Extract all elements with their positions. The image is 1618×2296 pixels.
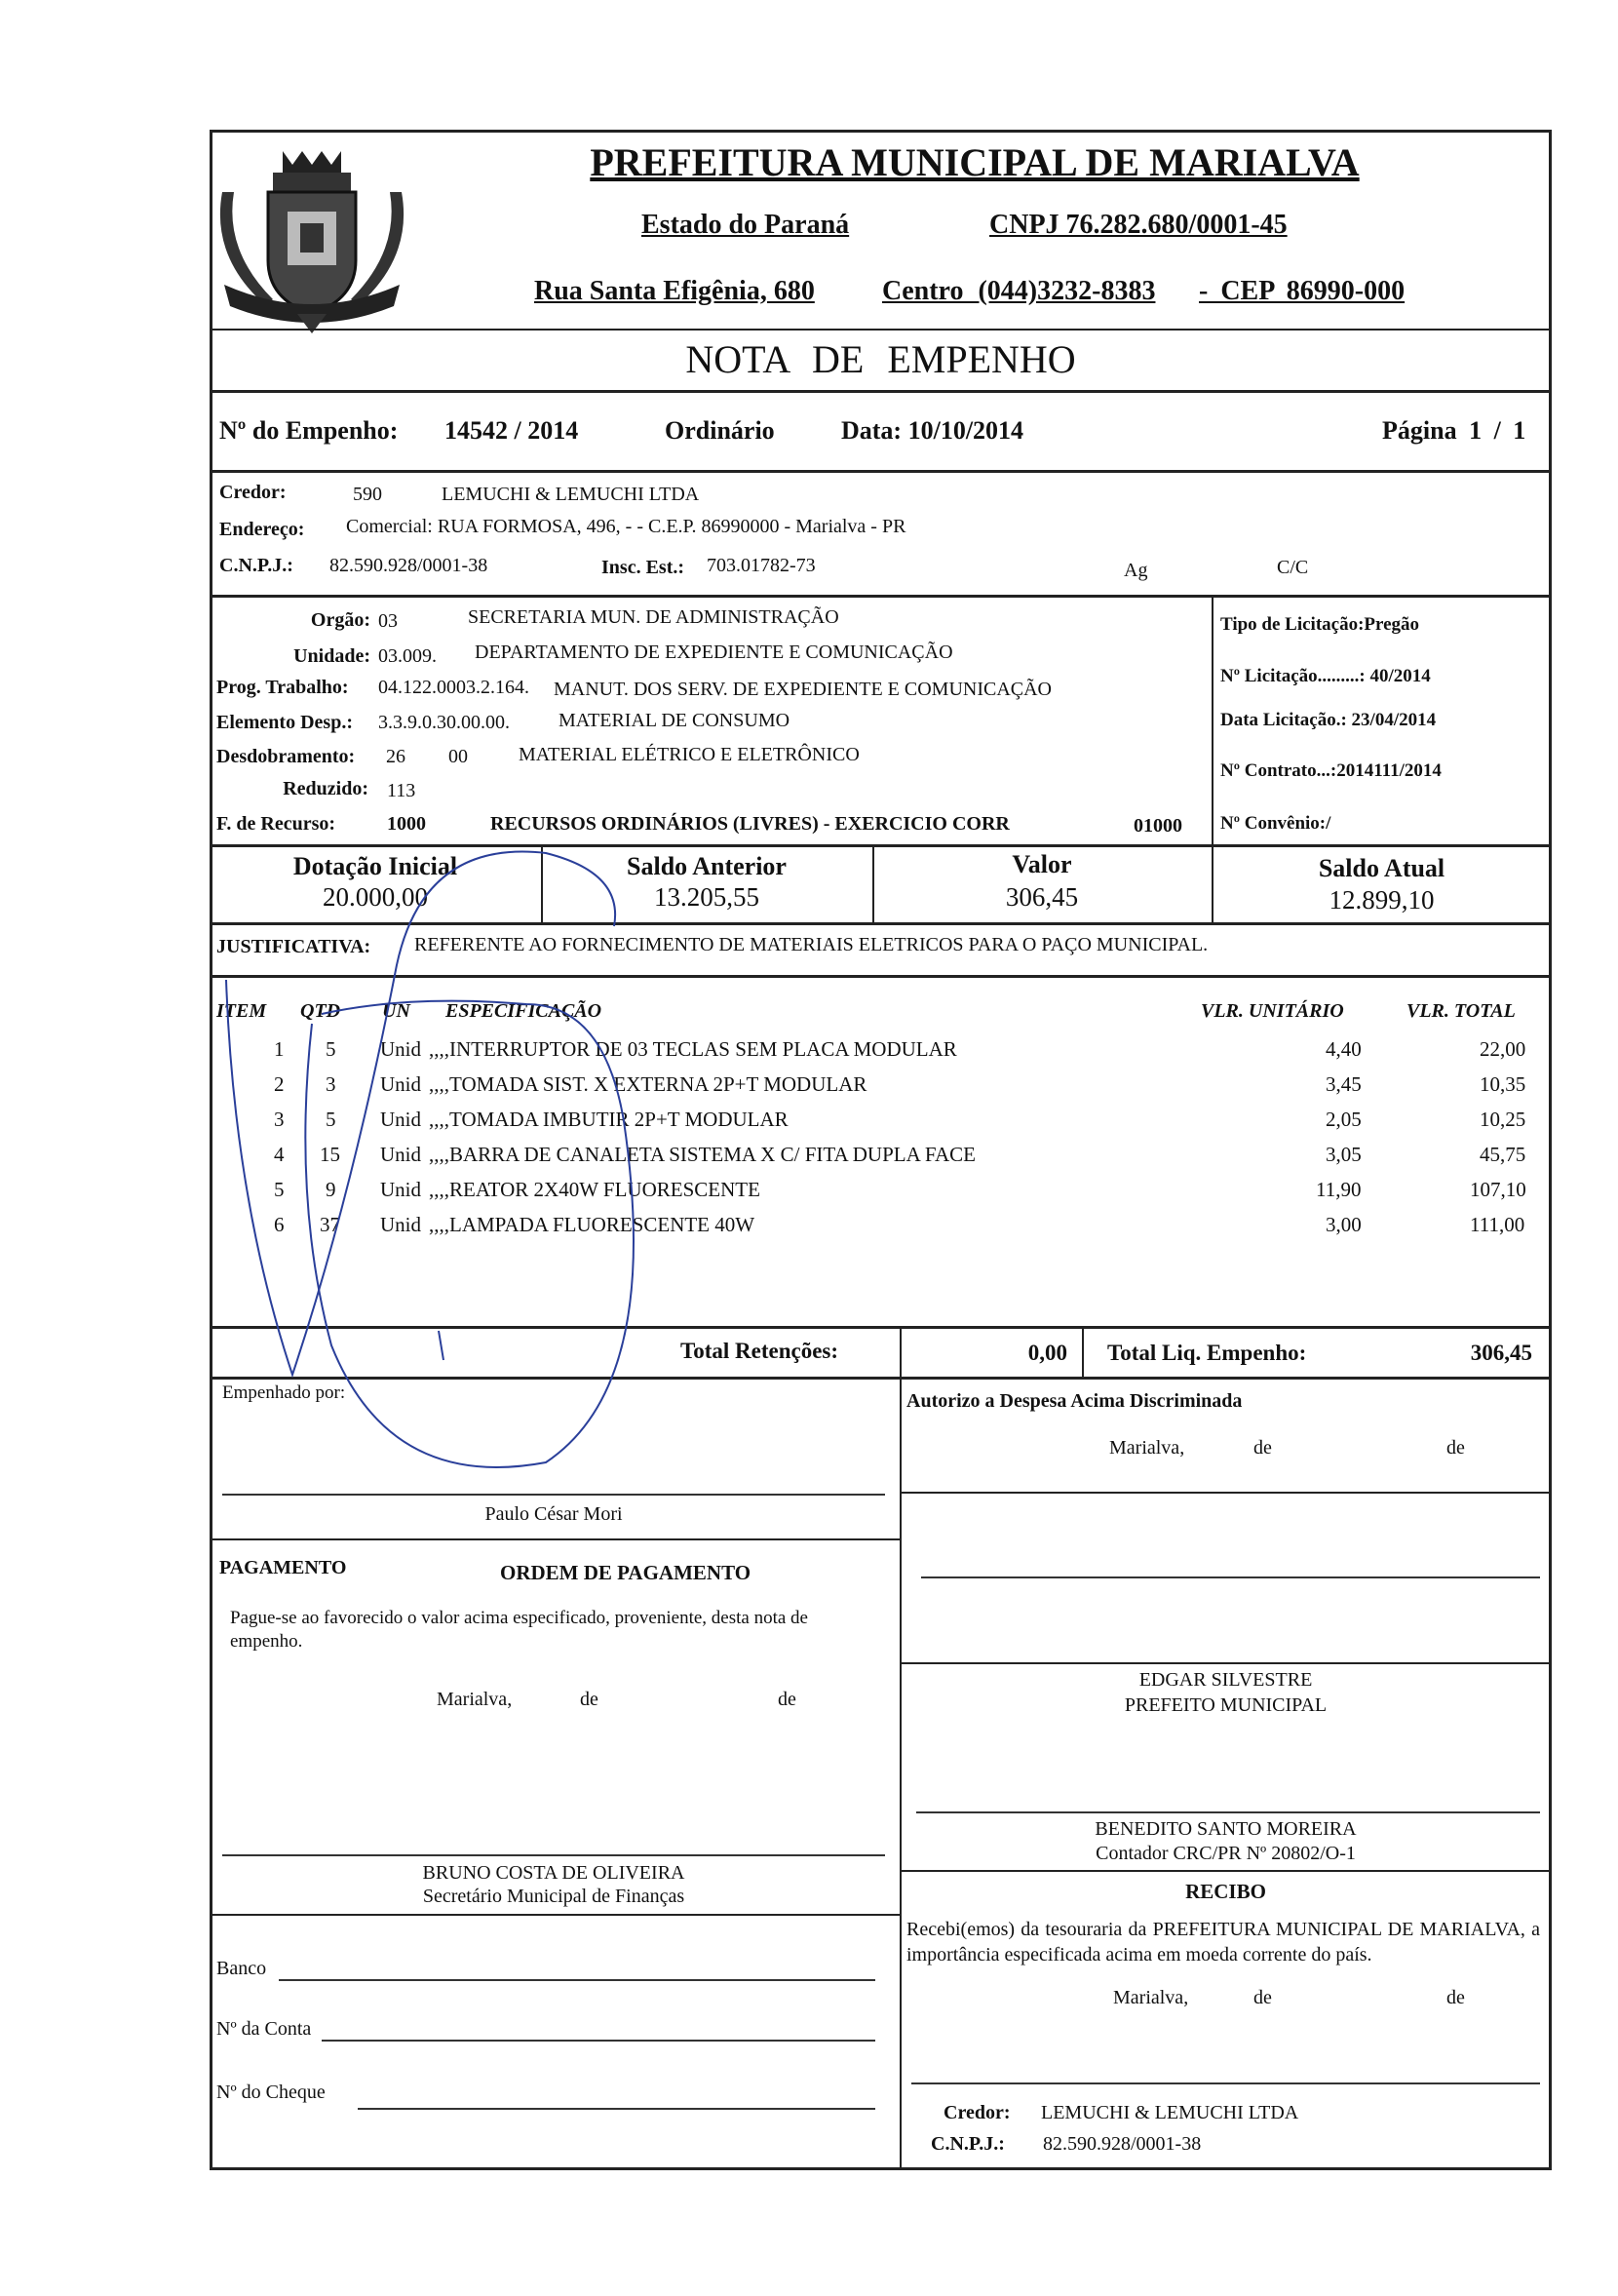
recibo-text: Recebi(emos) da tesouraria da PREFEITURA MUNICIPAL DE MARIALVA, a importância especificada acima em moeda corrente do país.: [906, 1919, 1540, 1965]
item-unit-price: 4,40: [1326, 1037, 1362, 1061]
licitacao-numero: Nº Licitação.........: 40/2014: [1220, 666, 1431, 686]
item-spec: ,,,,INTERRUPTOR DE 03 TECLAS SEM PLACA MODULAR: [429, 1037, 957, 1061]
licitacao-data: Data Licitação.: 23/04/2014: [1220, 710, 1437, 730]
banco-label: Banco: [216, 1958, 267, 1979]
empenhado-label: Empenhado por:: [222, 1382, 346, 1403]
total-liquido-value: 306,45: [1470, 1341, 1532, 1365]
pague-se-text: Pague-se ao favorecido o valor acima especificado, proveniente, desta nota de empenho.: [230, 1608, 808, 1652]
saldo-anterior-value: 13.205,55: [654, 882, 759, 912]
orgao-name: SECRETARIA MUN. DE ADMINISTRAÇÃO: [468, 606, 839, 628]
address-label: Endereço:: [219, 519, 305, 540]
secretario-title: Secretário Municipal de Finanças: [422, 1886, 685, 1907]
credor-name: LEMUCHI & LEMUCHI LTDA: [442, 484, 700, 505]
item-total: 111,00: [1470, 1213, 1525, 1236]
total-retencoes-value: 0,00: [1027, 1341, 1067, 1365]
prefeito-name: EDGAR SILVESTRE: [1138, 1669, 1313, 1691]
header-district-phone: Centro (044)3232-8383: [882, 276, 1156, 306]
total-retencoes-label: Total Retenções:: [680, 1339, 839, 1363]
valor-value: 306,45: [1005, 882, 1079, 912]
col-vlr-unitario: VLR. UNITÁRIO: [1201, 1000, 1344, 1022]
empenho-label: Nº do Empenho:: [219, 416, 399, 445]
item-un: Unid: [380, 1037, 421, 1061]
prog-name: MANUT. DOS SERV. DE EXPEDIENTE E COMUNICAÇÃO: [554, 679, 1052, 700]
item-total: 22,00: [1480, 1037, 1526, 1061]
item-total: 10,35: [1480, 1072, 1526, 1096]
item-total: 10,25: [1480, 1108, 1526, 1131]
empenhado-name: Paulo César Mori: [484, 1503, 623, 1525]
elemento-code: 3.3.9.0.30.00.00.: [378, 712, 510, 733]
fonte-name: RECURSOS ORDINÁRIOS (LIVRES) - EXERCICIO CORR: [490, 813, 1010, 835]
justificativa-label: JUSTIFICATIVA:: [216, 936, 371, 957]
licitacao-contrato: Nº Contrato...:2014111/2014: [1220, 760, 1442, 781]
item-unit-price: 3,00: [1326, 1213, 1362, 1236]
desdobramento-name: MATERIAL ELÉTRICO E ELETRÔNICO: [519, 744, 860, 765]
header-cep: - CEP 86990-000: [1199, 276, 1406, 306]
orgao-label: Orgão:: [310, 609, 370, 631]
recibo-place: Marialva,: [1113, 1987, 1189, 2008]
item-number: 6: [274, 1213, 285, 1236]
pagamento-de-2: de: [778, 1689, 796, 1710]
autorizo-place: Marialva,: [1109, 1437, 1185, 1459]
recibo-credor-name: LEMUCHI & LEMUCHI LTDA: [1041, 2102, 1299, 2123]
header-title: PREFEITURA MUNICIPAL DE MARIALVA: [590, 140, 1360, 184]
unidade-label: Unidade:: [293, 645, 370, 667]
item-spec: ,,,,REATOR 2X40W FLUORESCENTE: [429, 1178, 760, 1201]
elemento-label: Elemento Desp.:: [216, 712, 353, 733]
item-un: Unid: [380, 1213, 421, 1236]
col-qtd: QTD: [300, 1000, 341, 1022]
credor-code: 590: [353, 484, 382, 505]
recibo-de-2: de: [1446, 1987, 1465, 2008]
pagamento-label: PAGAMENTO: [219, 1557, 347, 1578]
item-number: 4: [274, 1143, 285, 1166]
reduzido-code: 113: [387, 780, 416, 801]
item-unit-price: 11,90: [1316, 1178, 1362, 1201]
item-unit-price: 2,05: [1326, 1108, 1362, 1131]
dotacao-value: 20.000,00: [323, 882, 428, 912]
col-vlr-total: VLR. TOTAL: [1406, 1000, 1516, 1022]
licitacao-tipo: Tipo de Licitação:Pregão: [1220, 614, 1420, 635]
credor-address: Comercial: RUA FORMOSA, 496, - - C.E.P. 86990000 - Marialva - PR: [346, 516, 906, 537]
item-unit-price: 3,05: [1326, 1143, 1362, 1166]
item-spec: ,,,,LAMPADA FLUORESCENTE 40W: [429, 1213, 755, 1236]
fonte-code: 1000: [387, 813, 426, 835]
header-cnpj: CNPJ 76.282.680/0001-45: [989, 210, 1288, 240]
orgao-code: 03: [378, 610, 398, 632]
dotacao-label: Dotação Inicial: [292, 852, 458, 880]
secretario-name: BRUNO COSTA DE OLIVEIRA: [422, 1862, 685, 1884]
recibo-label: RECIBO: [1185, 1880, 1266, 1903]
ag-label: Ag: [1124, 560, 1148, 581]
item-un: Unid: [380, 1178, 421, 1201]
prog-code: 04.122.0003.2.164.: [378, 677, 529, 698]
col-especificacao: ESPECIFICAÇÃO: [445, 1000, 602, 1022]
item-qtd: 37: [320, 1213, 340, 1236]
item-number: 5: [274, 1178, 285, 1201]
item-qtd: 3: [326, 1072, 336, 1096]
credor-cnpj: 82.590.928/0001-38: [329, 555, 488, 576]
cheque-label: Nº do Cheque: [216, 2082, 326, 2103]
reduzido-label: Reduzido:: [283, 778, 368, 799]
item-qtd: 5: [326, 1037, 336, 1061]
col-item: ITEM: [216, 1000, 267, 1022]
credor-insc: 703.01782-73: [707, 555, 816, 576]
recibo-cnpj-label: C.N.P.J.:: [931, 2133, 1005, 2155]
contador-title: Contador CRC/PR Nº 20802/O-1: [1096, 1843, 1356, 1864]
col-un: UN: [382, 1000, 410, 1022]
desdobramento-code1: 26: [386, 746, 405, 767]
item-spec: ,,,,TOMADA IMBUTIR 2P+T MODULAR: [429, 1108, 789, 1131]
total-liquido-label: Total Liq. Empenho:: [1107, 1341, 1307, 1365]
contador-name: BENEDITO SANTO MOREIRA: [1095, 1818, 1357, 1840]
unidade-code: 03.009.: [378, 645, 437, 667]
cnpj-label: C.N.P.J.:: [219, 555, 293, 576]
item-number: 2: [274, 1072, 285, 1096]
recibo-credor-label: Credor:: [944, 2102, 1011, 2123]
autorizo-de-1: de: [1253, 1437, 1272, 1459]
item-number: 3: [274, 1108, 285, 1131]
empenho-date: Data: 10/10/2014: [841, 416, 1024, 445]
saldo-anterior-label: Saldo Anterior: [627, 852, 787, 880]
insc-label: Insc. Est.:: [601, 557, 685, 578]
valor-label: Valor: [1012, 850, 1072, 878]
item-total: 45,75: [1480, 1143, 1526, 1166]
pagamento-place: Marialva,: [437, 1689, 513, 1710]
pagamento-de-1: de: [580, 1689, 598, 1710]
justificativa-text: REFERENTE AO FORNECIMENTO DE MATERIAIS ELETRICOS PARA O PAÇO MUNICIPAL.: [414, 934, 1209, 955]
item-un: Unid: [380, 1143, 421, 1166]
conta-label: Nº da Conta: [216, 2018, 312, 2040]
recibo-cnpj: 82.590.928/0001-38: [1043, 2133, 1202, 2155]
autorizo-text: Autorizo a Despesa Acima Discriminada: [906, 1390, 1243, 1412]
ordem-pagamento-label: ORDEM DE PAGAMENTO: [500, 1561, 751, 1584]
saldo-atual-label: Saldo Atual: [1318, 854, 1445, 882]
elemento-name: MATERIAL DE CONSUMO: [559, 710, 790, 731]
item-unit-price: 3,45: [1326, 1072, 1362, 1096]
fonte-label: F. de Recurso:: [216, 813, 336, 835]
licitacao-convenio: Nº Convênio:/: [1220, 813, 1331, 834]
item-spec: ,,,,BARRA DE CANALETA SISTEMA X C/ FITA DUPLA FACE: [429, 1143, 976, 1166]
item-un: Unid: [380, 1108, 421, 1131]
empenho-number: 14542 / 2014: [444, 416, 579, 445]
item-spec: ,,,,TOMADA SIST. X EXTERNA 2P+T MODULAR: [429, 1072, 867, 1096]
item-number: 1: [274, 1037, 285, 1061]
empenho-kind: Ordinário: [665, 416, 775, 445]
item-qtd: 15: [320, 1143, 340, 1166]
header-address: Rua Santa Efigênia, 680: [534, 276, 815, 306]
desdobramento-label: Desdobramento:: [216, 746, 356, 767]
recibo-de-1: de: [1253, 1987, 1272, 2008]
desdobramento-code2: 00: [448, 746, 468, 767]
unidade-name: DEPARTAMENTO DE EXPEDIENTE E COMUNICAÇÃO: [475, 642, 953, 663]
item-un: Unid: [380, 1072, 421, 1096]
fonte-number: 01000: [1134, 815, 1182, 837]
saldo-atual-value: 12.899,10: [1329, 885, 1435, 915]
doc-title: NOTA DE EMPENHO: [685, 337, 1076, 381]
item-qtd: 5: [326, 1108, 336, 1131]
header-state: Estado do Paraná: [641, 210, 850, 240]
prog-label: Prog. Trabalho:: [216, 677, 349, 698]
autorizo-de-2: de: [1446, 1437, 1465, 1459]
item-total: 107,10: [1470, 1178, 1526, 1201]
empenho-page: Página 1 / 1: [1382, 416, 1526, 445]
prefeito-title: PREFEITO MUNICIPAL: [1124, 1694, 1328, 1716]
item-qtd: 9: [326, 1178, 336, 1201]
credor-label: Credor:: [219, 482, 287, 503]
cc-label: C/C: [1277, 557, 1309, 578]
